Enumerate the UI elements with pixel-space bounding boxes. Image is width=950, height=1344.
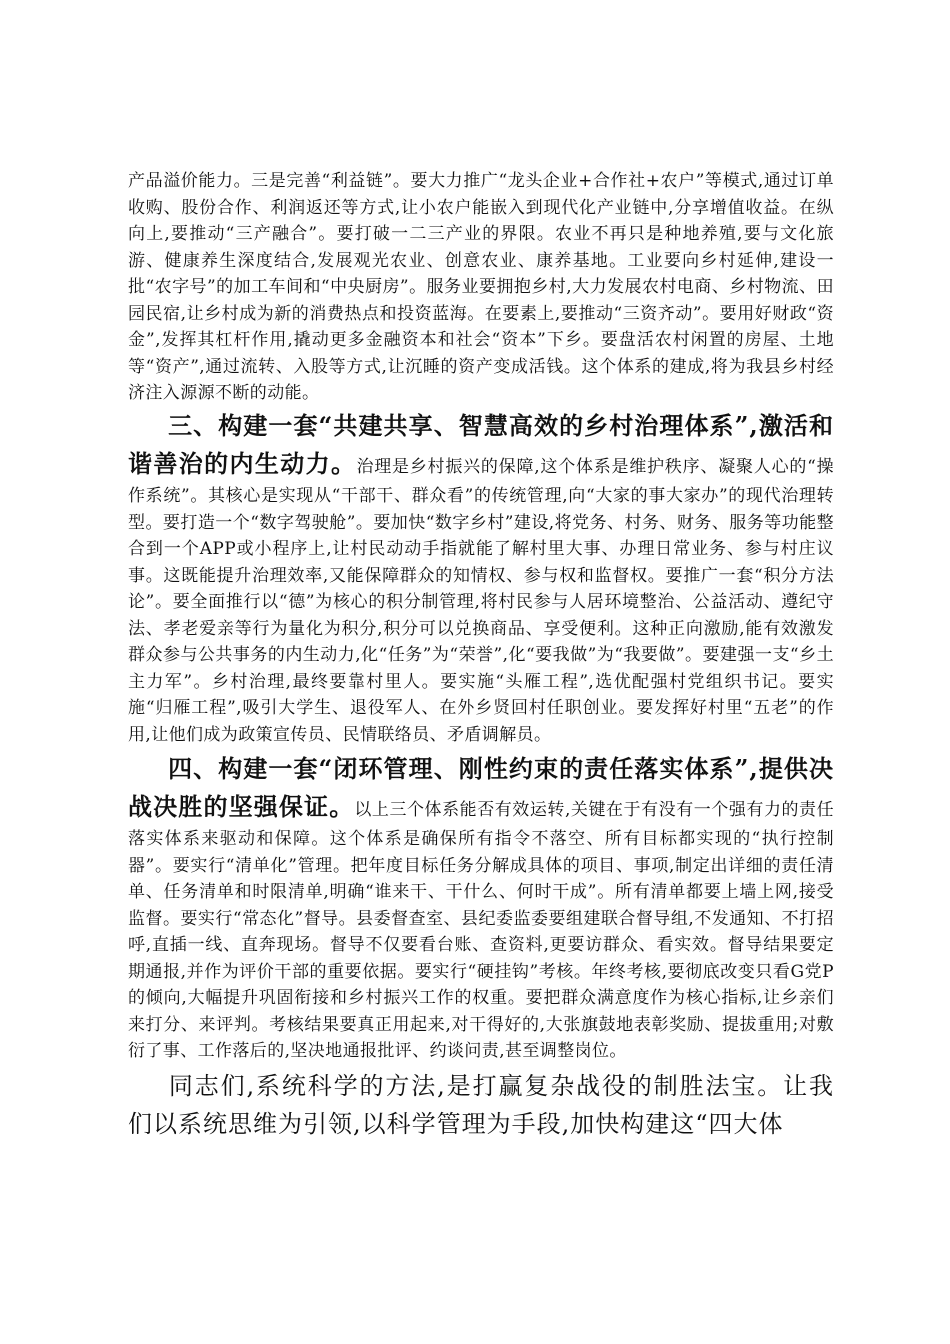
closing-text: 同志们,系统科学的方法,是打赢复杂战役的制胜法宝。让我们以系统思维为引领,以科学管理为手段,加快构建这“四大体 [128,1072,834,1138]
section-4-heading: 四、构建一套“闭环管理、刚性约束的责任落实体系”,提供决战决胜的坚强保证。 [128,754,834,821]
section-3 [128,407,834,748]
section-4-body: 以上三个体系能否有效运转,关键在于有没有一个强有力的责任落实体系来驱动和保障。这个体系是确保所有指令不落空、所有目标都实现的“执行控制器”。要实行“清单化”管理。把年度目标任务分解成具体的项目、事项,制定出详细的责任清单、任务清单和时限清单,明确“谁来干、干什么、何时干成”。所有清单都要上墙上网,接受监督。要实行“常态化”督导。县委督查室、县纪委监委要组建联合督导组,不发通知、不打招呼,直插一线、直奔现场。督导不仅要看台账、查资料,更要访群众、看实效。督导结果要定期通报,并作为评价干部的重要依据。要实行“硬挂钩”考核。年终考核,要彻底改变只看G党P的倾向,大幅提升巩固衔接和乡村振兴工作的权重。要把群众满意度作为核心指标,让乡亲们来打分、来评判。考核结果要真正用起来,对干得好的,大张旗鼓地表彰奖励、提拔重用;对敷衍了事、工作落后的,坚决地通报批评、约谈问责,甚至调整岗位。 [128,800,835,1061]
section-3-heading: 三、构建一套“共建共享、智慧高效的乡村治理体系”,激活和谐善治的内生动力。 [128,411,834,478]
section-3-body: 治理是乡村振兴的保障,这个体系是维护秩序、凝聚人心的“操作系统”。其核心是实现从“干部干、群众看”的传统管理,向“大家的事大家办”的现代治理转型。要打造一个“数字驾驶舱”。要加快“数字乡村”建设,将党务、村务、财务、服务等功能整合到一个APP或小程序上,让村民动动手指就能了解村里大事、办理日常业务、参与村庄议事。这既能提升治理效率,又能保障群众的知情权、参与权和监督权。要推广一套“积分方法论”。要全面推行以“德”为核心的积分制管理,将村民参与人居环境整治、公益活动、遵纪守法、孝老爱亲等行为量化为积分,积分可以兑换商品、享受便利。这种正向激励,能有效激发群众参与公共事务的内生动力,化“任务”为“荣誉”,化“要我做”为“我要做”。要建强一支“乡土主力军”。乡村治理,最终要靠村里人。要实施“头雁工程”,选优配强村党组织书记。要实施“归雁工程”,吸引大学生、退役军人、在外乡贤回村任职创业。要发挥好村里“五老”的作用,让他们成为政策宣传员、民情联络员、矛盾调解员。 [128,457,835,745]
paragraph-top: 产品溢价能力。三是完善“利益链”。要大力推广“龙头企业+合作社+农户”等模式,通过订单收购、股份合作、利润返还等方式,让小农户能嵌入到现代化产业链中,分享增值收益。在纵向上,要推动“三产融合”。要打破一二三产业的界限。农业不再只是种地养殖,要与文化旅游、健康养生深度结合,发展观光农业、创意农业、康养基地。工业要向乡村延伸,建设一批“农字号”的加工车间和“中央厨房”。服务业要拥抱乡村,大力发展农村电商、乡村物流、田园民宿,让乡村成为新的消费热点和投资蓝海。在要素上,要推动“三资齐动”。要用好财政“资金”,发挥其杠杆作用,撬动更多金融资本和社会“资本”下乡。要盘活农村闲置的房屋、土地等“资产”,通过流转、入股等方式,让沉睡的资产变成活钱。这个体系的建成,将为我县乡村经济注入源源不断的动能。 [128,171,834,403]
section-4 [128,750,834,1065]
closing-paragraph [128,1067,834,1143]
